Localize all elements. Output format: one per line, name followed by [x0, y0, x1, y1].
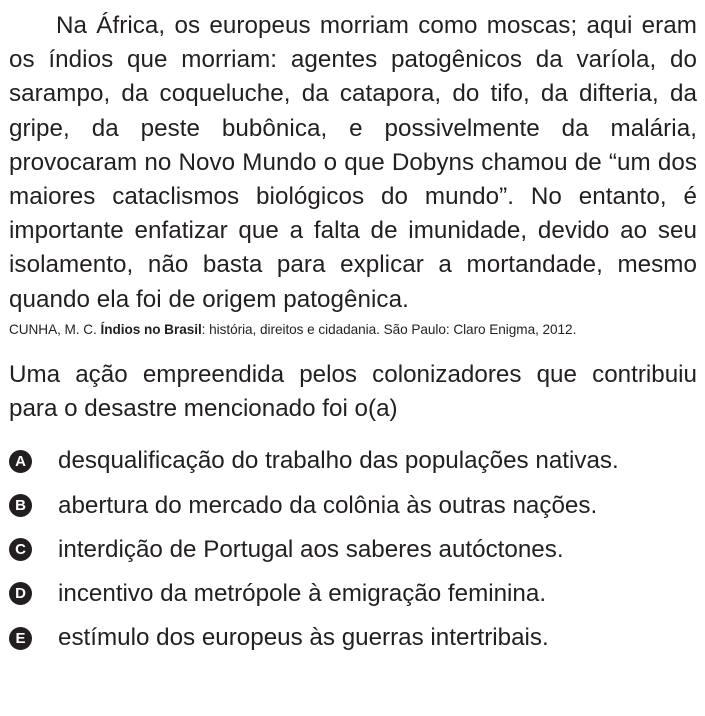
- source-passage: Na África, os europeus morriam como moscas; aqui eram os índios que morriam: agentes patogênicos da varíola, do sarampo, da coqueluche, da catapora, do tifo, da difteria, da gripe, da peste bubônica, e possivelmente da malária, provocaram no Novo Mundo o que Dobyns chamou de “um dos maiores cataclismos biológicos do mundo”. No entanto, é importante enfatizar que a falta de imunidade, devido ao seu isolamento, não basta para explicar a mortandade, mesmo quando ela foi de origem patogênica.: [9, 12, 697, 313]
- answer-options: [9, 439, 697, 660]
- answer-option-a[interactable]: [9, 439, 697, 483]
- option-text: estímulo dos europeus às guerras intertribais.: [58, 624, 549, 652]
- question-stem: Uma ação empreendida pelos colonizadores que contribuiu para o desastre mencionado foi o(a): [9, 360, 697, 423]
- option-letter-badge: B: [9, 494, 32, 517]
- option-letter-badge: E: [9, 627, 32, 650]
- option-letter-badge: A: [9, 450, 32, 473]
- answer-option-b[interactable]: [9, 483, 697, 527]
- answer-option-e[interactable]: [9, 616, 697, 660]
- citation-details: : história, direitos e cidadania. São Paulo: Claro Enigma, 2012.: [201, 321, 577, 337]
- option-letter-badge: C: [9, 538, 32, 561]
- option-letter-badge: D: [9, 582, 32, 605]
- answer-option-d[interactable]: [9, 572, 697, 616]
- option-text: abertura do mercado da colônia às outras nações.: [58, 491, 598, 519]
- citation-author: CUNHA, M. C.: [9, 321, 101, 337]
- option-text: desqualificação do trabalho das populações nativas.: [58, 447, 619, 475]
- option-text: interdição de Portugal aos saberes autóctones.: [58, 535, 564, 563]
- option-text: incentivo da metrópole à emigração feminina.: [58, 579, 547, 607]
- question-document: [9, 9, 697, 660]
- source-citation: [9, 321, 697, 339]
- answer-option-c[interactable]: [9, 528, 697, 572]
- citation-title: Índios no Brasil: [100, 321, 202, 337]
